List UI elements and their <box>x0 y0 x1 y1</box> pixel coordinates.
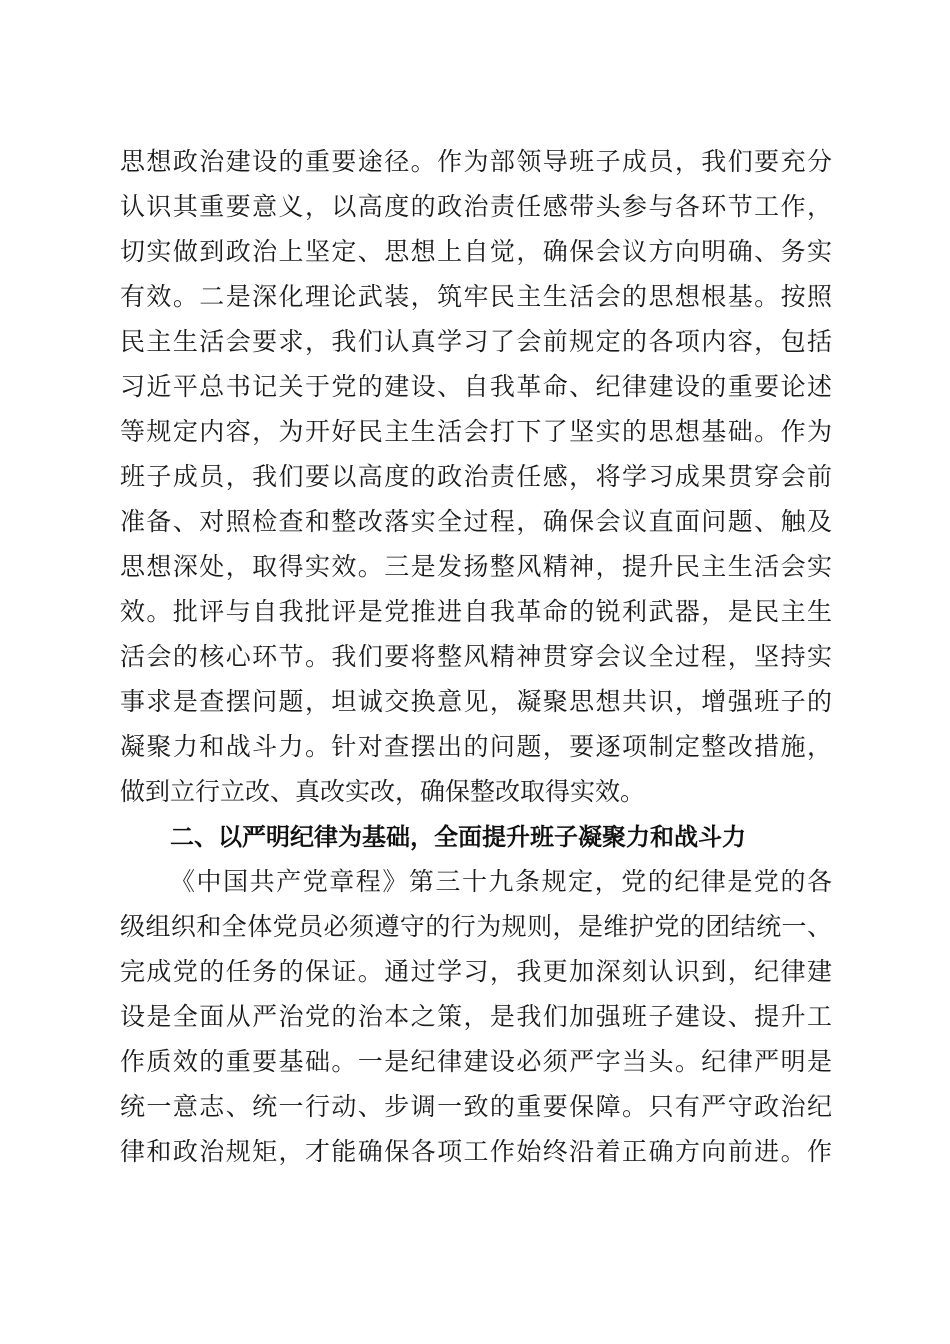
body-text-line: 切实做到政治上坚定、思想上自觉，确保会议方向明确、务实 <box>120 237 832 266</box>
body-text-line: 事求是查摆问题，坦诚交换意见，凝聚思想共识，增强班子的 <box>120 687 832 716</box>
body-text-line: 完成党的任务的保证。通过学习，我更加深刻认识到，纪律建 <box>120 957 832 986</box>
body-text-line: 习近平总书记关于党的建设、自我革命、纪律建设的重要论述 <box>120 372 832 401</box>
body-text-line: 思想政治建设的重要途径。作为部领导班子成员，我们要充分 <box>120 147 832 176</box>
section-heading: 二、以严明纪律为基础，全面提升班子凝聚力和战斗力 <box>170 823 746 851</box>
body-text-line: 效。批评与自我批评是党推进自我革命的锐利武器，是民主生 <box>120 597 832 626</box>
body-text-line: 统一意志、统一行动、步调一致的重要保障。只有严守政治纪 <box>120 1092 832 1121</box>
body-text-line: 级组织和全体党员必须遵守的行为规则，是维护党的团结统一、 <box>120 912 832 941</box>
body-text-line: 民主生活会要求，我们认真学习了会前规定的各项内容，包括 <box>120 327 832 356</box>
body-text-line: 设是全面从严治党的治本之策，是我们加强班子建设、提升工 <box>120 1002 832 1031</box>
body-text-line: 等规定内容，为开好民主生活会打下了坚实的思想基础。作为 <box>120 417 832 446</box>
body-text-line: 凝聚力和战斗力。针对查摆出的问题，要逐项制定整改措施， <box>120 732 832 761</box>
body-text-line: 做到立行立改、真改实改，确保整改取得实效。 <box>120 777 646 806</box>
body-text-line: 律和政治规矩，才能确保各项工作始终沿着正确方向前进。作 <box>120 1137 832 1166</box>
body-text-line: 班子成员，我们要以高度的政治责任感，将学习成果贯穿会前 <box>120 462 832 491</box>
body-text-line: 《中国共产党章程》第三十九条规定，党的纪律是党的各 <box>170 867 832 896</box>
body-text-line: 活会的核心环节。我们要将整风精神贯穿会议全过程，坚持实 <box>120 642 832 671</box>
body-text-line: 作质效的重要基础。一是纪律建设必须严字当头。纪律严明是 <box>120 1047 832 1076</box>
body-text-line: 思想深处，取得实效。三是发扬整风精神，提升民主生活会实 <box>120 552 832 581</box>
body-text-line: 准备、对照检查和整改落实全过程，确保会议直面问题、触及 <box>120 507 832 536</box>
body-text-line: 认识其重要意义，以高度的政治责任感带头参与各环节工作， <box>120 192 832 221</box>
body-text-line: 有效。二是深化理论武装，筑牢民主生活会的思想根基。按照 <box>120 282 832 311</box>
